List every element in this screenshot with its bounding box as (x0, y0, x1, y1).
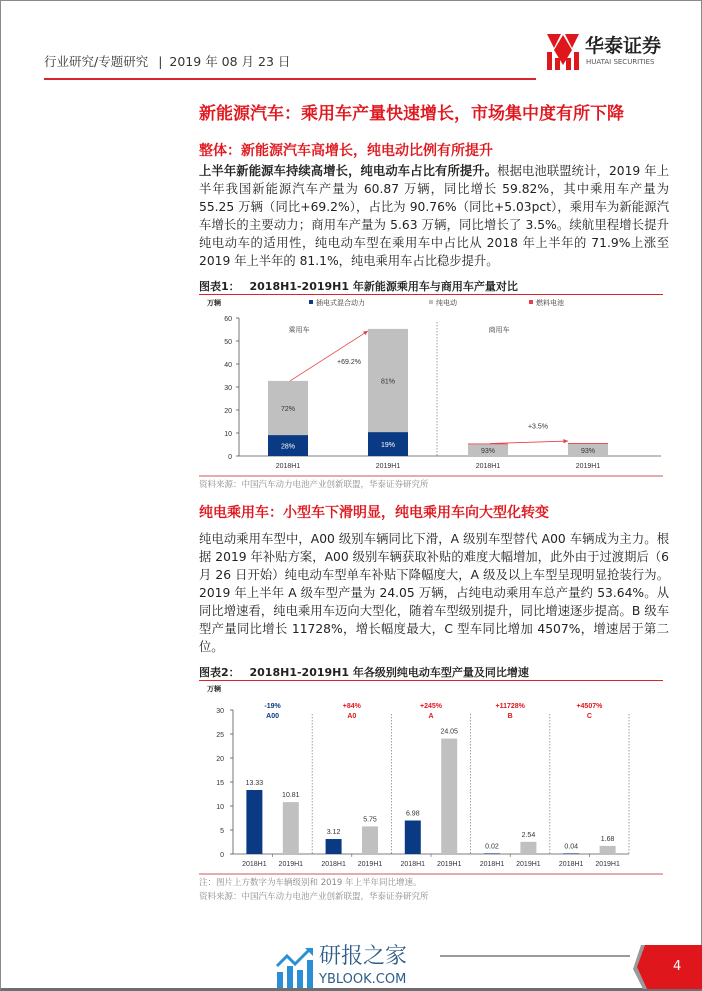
chart2-x-tick-label: 2019H1 (436, 861, 462, 868)
bar-2018H1 (405, 820, 421, 854)
chart1-y-tick-label: 0 (228, 454, 232, 461)
bar-2019H1 (441, 739, 457, 854)
huatai-logo (545, 30, 685, 80)
watermark-en: YBLOOK.COM (319, 972, 407, 987)
chart2-y-tick-label: 30 (216, 708, 224, 715)
group-class-label: A0 (347, 713, 357, 720)
bar-value-label: 24.05 (440, 728, 458, 736)
report-category: 行业研究/专题研究 (44, 54, 149, 69)
bar-2018H1 (246, 790, 262, 854)
chart1-group-label: 乘用车 (288, 327, 310, 334)
section2-title: 纯电乘用车：小型车下滑明显，纯电乘用车向大型化转变 (199, 505, 549, 521)
chart2-y-tick-label: 15 (216, 780, 224, 787)
bar-2018H1 (563, 853, 579, 854)
bar-2019H1 (283, 802, 299, 854)
figure1-title (199, 278, 518, 294)
header-divider (44, 78, 536, 80)
figure2-label: 图表2： (199, 666, 240, 679)
bar-phev-share-label: 28% (280, 443, 296, 451)
group-class-label: A (428, 713, 434, 720)
chart2-y-tick-label: 5 (220, 828, 224, 835)
figure2-caption: 2018H1-2019H1 年各级别纯电动车型产量及同比增速 (249, 666, 529, 679)
page-number-tab (631, 945, 702, 989)
legend-swatch (309, 300, 313, 304)
chart1-y-tick-label: 50 (224, 339, 232, 346)
chart1-group-label: 商用车 (488, 327, 510, 334)
watermark-chart-icon (275, 946, 315, 990)
chart2-x-tick-label: 2018H1 (479, 861, 505, 868)
section-title: 新能源汽车：乘用车产量快速增长，市场集中度有所下降 (199, 104, 624, 124)
chart1-x-tick-label: 2019H1 (375, 463, 401, 470)
growth-arrow-head (563, 439, 568, 443)
figure1-label: 图表1： (199, 280, 240, 293)
bar-2019H1 (600, 846, 616, 854)
chart2-x-tick-label: 2018H1 (242, 861, 267, 868)
chart1-y-tick-label: 40 (224, 362, 232, 369)
figure2-note: 注：图片上方数字为车辆级别和 2019 年上半年同比增速。 (199, 878, 422, 888)
bar-2019H1 (520, 842, 536, 854)
chart1-y-tick-label: 60 (224, 316, 232, 323)
report-date: 2019 年 08 月 23 日 (169, 54, 291, 69)
group-growth-label: +11728% (495, 703, 525, 710)
paragraph-lead: 上半年新能源车持续高增长，纯电动车占比有所提升。 (199, 164, 498, 178)
bar-fcev (468, 443, 508, 444)
chart2-x-tick-label: 2018H1 (400, 861, 426, 868)
bar-fcev (568, 443, 608, 444)
watermark-cn: 研报之家 (319, 944, 408, 969)
bar-value-label: 3.12 (326, 829, 341, 837)
group-growth-label: +4507% (576, 703, 603, 710)
bar-value-label: 1.68 (600, 835, 615, 843)
bar-value-label: 0.02 (485, 843, 499, 851)
chart1 (199, 296, 665, 474)
group-growth-label: +245% (420, 703, 442, 710)
chart1-y-tick-label: 20 (224, 408, 232, 415)
chart1-y-unit: 万辆 (207, 300, 221, 307)
legend-swatch (529, 300, 533, 304)
brand-name-en: HUATAI SECURITIES (586, 58, 655, 66)
chart2-x-tick-label: 2018H1 (321, 861, 346, 868)
bar-value-label: 10.81 (282, 792, 300, 800)
chart1-x-tick-label: 2019H1 (575, 463, 601, 470)
bar-2018H1 (326, 839, 342, 854)
huatai-logo-icon (545, 32, 581, 72)
header-separator: | (158, 54, 163, 69)
bar-value-label: 2.54 (521, 831, 536, 839)
legend-label: 插电式混合动力 (316, 300, 365, 307)
chart2-y-tick-label: 0 (220, 852, 224, 859)
chart2-y-tick-label: 25 (216, 732, 224, 739)
group-class-label: C (586, 713, 592, 720)
chart1-y-tick-label: 30 (224, 385, 232, 392)
bar-value-label: 6.98 (405, 810, 420, 818)
watermark (275, 944, 435, 990)
chart2-x-tick-label: 2018H1 (558, 861, 584, 868)
chart2-y-tick-label: 20 (216, 756, 224, 763)
growth-arrow-head (363, 331, 368, 335)
chart1-x-tick-label: 2018H1 (475, 463, 501, 470)
bar-bev-share-label: 93% (580, 447, 596, 455)
bar-bev-share-label: 93% (480, 448, 496, 456)
growth-label: +3.5% (527, 423, 549, 431)
section2-paragraph: 纯电动乘用车型中，A00 级别车辆同比下滑，A 级别车型替代 A00 车辆成为主力。根据 2019 年补贴方案，A00 级别车辆获取补贴的难度大幅增加，此外由于过渡期后（6 月 26 日开始）纯电动车型单车补贴下降幅度大，A 级及以上车型呈现明显抢装行为。2019 年上半年 A 级车型产量为 24.05 万辆，占纯电动乘用车总产量约 53.64%。从同比增速看，纯电乘用车迈向大型化，随着车型级别提升，同比增速逐步提高。B 级车型产量同比增长 11728%，增长幅度最大，C 型车同比增加 4507%，增速居于第二位。 (199, 532, 669, 654)
bar-value-label: 0.04 (564, 843, 578, 851)
figure1-source: 资料来源：中国汽车动力电池产业创新联盟，华泰证券研究所 (199, 480, 429, 490)
chart2-x-tick-label: 2019H1 (357, 861, 383, 868)
legend-label: 纯电动 (436, 300, 457, 307)
group-class-label: A00 (266, 713, 280, 720)
figure2 (0, 664, 702, 914)
chart2-x-tick-label: 2019H1 (595, 861, 620, 868)
legend-label: 燃料电池 (536, 300, 564, 307)
chart2-x-tick-label: 2019H1 (278, 861, 304, 868)
paragraph-body: 根据电池联盟统计，2019 年上半年我国新能源汽车产量为 60.87 万辆，同比增长 59.82%，其中乘用车产量为 55.25 万辆（同比+69.2%），占比为 90.76%（同比+5.03pct），乘用车为新能源汽车增长的主要动力；商用车产量为 5.63 万辆，同比增长了 3.5%。续航里程增长提升纯电动车的适用性，纯电动车型在乘用车中占比从 2018 年上半年的 71.9%上涨至 2019 年上半年的 81.1%，纯电乘用车占比稳步提升。 (199, 164, 669, 268)
group-growth-label: -19% (264, 703, 281, 710)
report-header (44, 52, 290, 70)
figure1-top-rule (199, 294, 663, 295)
chart2-y-tick-label: 10 (216, 804, 224, 811)
figure1-bottom-rule (199, 475, 663, 477)
legend-swatch (429, 300, 433, 304)
page-tab-shape (631, 945, 702, 989)
bar-2018H1 (484, 853, 500, 854)
growth-label: +69.2% (337, 359, 361, 366)
chart1-y-tick-label: 10 (224, 431, 232, 438)
chart1-x-tick-label: 2018H1 (275, 463, 301, 470)
section-subtitle: 整体：新能源汽车高增长，纯电动比例有所提升 (199, 143, 493, 159)
figure2-bottom-rule (199, 873, 663, 875)
page-number: 4 (673, 959, 682, 974)
bar-bev-share-label: 72% (280, 405, 296, 413)
figure2-title (199, 664, 529, 680)
figure2-source: 资料来源：中国汽车动力电池产业创新联盟，华泰证券研究所 (199, 892, 429, 902)
bar-2019H1 (362, 826, 378, 854)
figure1-caption: 2018H1-2019H1 年新能源乘用车与商用车产量对比 (249, 280, 518, 293)
chart2-x-tick-label: 2019H1 (516, 861, 541, 868)
brand-name-cn: 华泰证券 (585, 35, 662, 57)
group-growth-label: +84% (342, 703, 361, 710)
bar-phev-share-label: 19% (380, 442, 396, 450)
growth-arrow-line (490, 441, 568, 443)
bar-bev-share-label: 81% (380, 378, 396, 386)
group-class-label: B (507, 713, 513, 720)
figure2-top-rule (199, 680, 663, 681)
chart2-y-unit: 万辆 (207, 686, 221, 693)
footer-rule (440, 955, 630, 957)
bar-value-label: 13.33 (245, 780, 264, 788)
chart2 (199, 682, 665, 872)
figure1 (0, 278, 702, 498)
growth-arrow-line (290, 331, 368, 381)
section1-paragraph (199, 162, 669, 270)
bar-value-label: 5.75 (363, 816, 377, 824)
